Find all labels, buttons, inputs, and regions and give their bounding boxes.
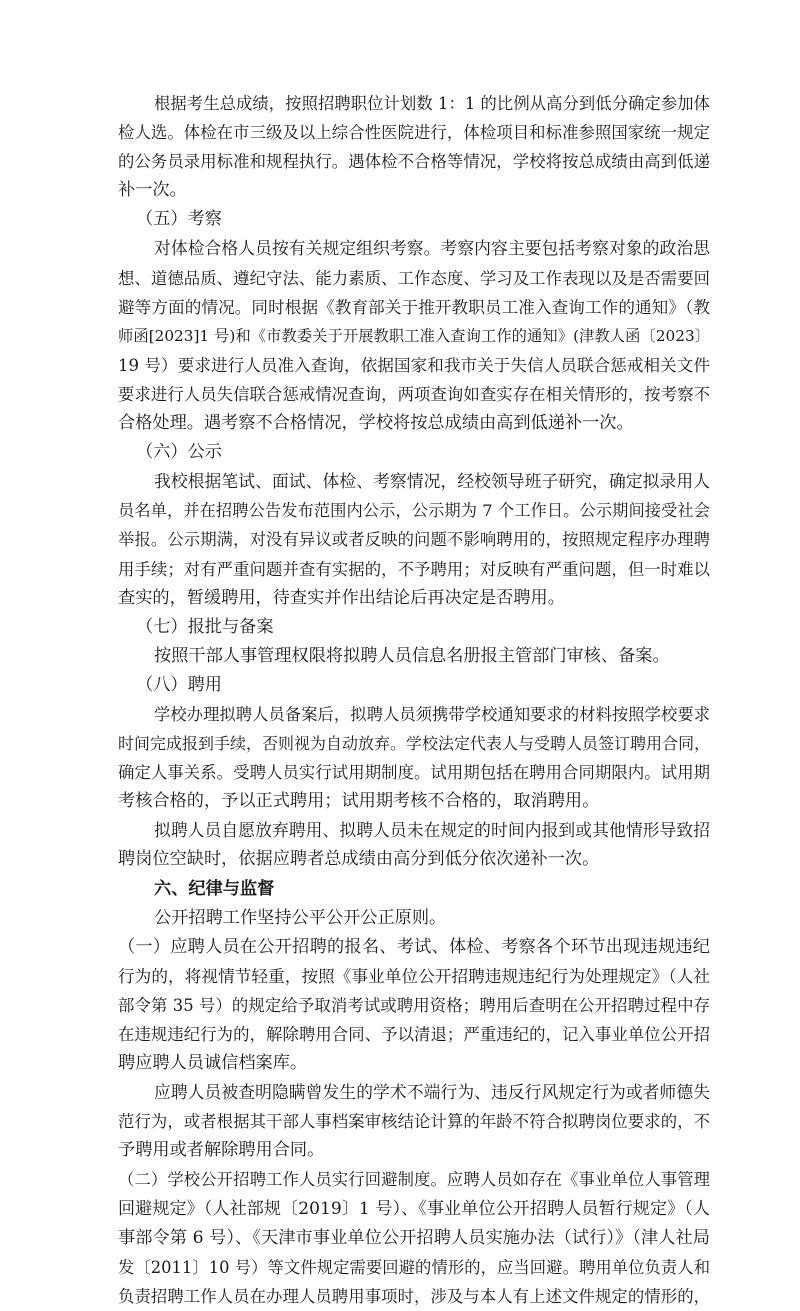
paragraph-line: 部令第 35 号）的规定给予取消考试或聘用资格；聘用后查明在公开招聘过程中存 bbox=[118, 995, 710, 1015]
section-heading: （五）考察 bbox=[136, 209, 222, 230]
paragraph-line: 予聘用或者解除聘用合同。 bbox=[118, 1140, 325, 1161]
paragraph-line: 考核合格的，予以正式聘用；试用期考核不合格的，取消聘用。 bbox=[118, 791, 600, 812]
paragraph-line: 范行为，或者根据其干部人事档案审核结论计算的年龄不符合拟聘岗位要求的，不 bbox=[118, 1112, 710, 1132]
paragraph-line: 负责招聘工作人员在办理人员聘用事项时，涉及与本人有上述文件规定的情形的， bbox=[118, 1286, 710, 1306]
paragraph-line: 我校根据笔试、面试、体检、考察情况，经校领导班子研究，确定拟录用人 bbox=[154, 471, 710, 492]
paragraph-line: 回避规定》（人社部规〔2019〕1 号）、《事业单位公开招聘人员暂行规定》（人 bbox=[118, 1198, 710, 1219]
paragraph-line: 按照干部人事管理权限将拟聘人员信息名册报主管部门审核、备案。 bbox=[154, 645, 670, 666]
paragraph-line: 的公务员录用标准和规程执行。遇体检不合格等情况，学校将按总成绩由高到低递 bbox=[118, 152, 710, 172]
paragraph-line: 查实的，暂缓聘用，待查实并作出结论后再决定是否聘用。 bbox=[118, 587, 565, 608]
paragraph-line: 合格处理。遇考察不合格情况，学校将按总成绩由高到低递补一次。 bbox=[118, 413, 634, 434]
paragraph-line: 发〔2011〕10 号）等文件规定需要回避的情形的，应当回避。聘用单位负责人和 bbox=[118, 1257, 710, 1277]
paragraph-line: 师函[2023]1 号)和《市教委关于开展教职工准入查询工作的通知》(津教人函〔2023〕 bbox=[118, 326, 710, 345]
paragraph-line: 聘应聘人员诚信档案库。 bbox=[118, 1053, 308, 1074]
paragraph-line: 聘岗位空缺时，依据应聘者总成绩由高分到低分依次递补一次。 bbox=[118, 849, 600, 870]
section-heading: （六）公示 bbox=[136, 442, 222, 463]
paragraph-line: 学校办理拟聘人员备案后，拟聘人员须携带学校通知要求的材料按照学校要求 bbox=[154, 704, 710, 724]
paragraph-line: 用手续；对有严重问题并查有实据的，不予聘用；对反映有严重问题，但一时难以 bbox=[118, 559, 710, 579]
paragraph-line: 应聘人员被查明隐瞒曾发生的学术不端行为、违反行风规定行为或者师德失 bbox=[154, 1082, 710, 1103]
paragraph-line: （一）应聘人员在公开招聘的报名、考试、体检、考察各个环节出现违规违纪 bbox=[118, 936, 710, 957]
paragraph-line: 在违规违纪行为的，解除聘用合同、予以清退；严重违纪的，记入事业单位公开招 bbox=[118, 1025, 710, 1044]
paragraph-line: 举报。公示期满，对没有异议或者反映的问题不影响聘用的，按照规定程序办理聘 bbox=[118, 530, 710, 550]
paragraph-line: 事部令第 6 号）、《天津市事业单位公开招聘人员实施办法（试行）》（津人社局 bbox=[118, 1227, 710, 1248]
paragraph-line: 行为的，将视情节轻重，按照《事业单位公开招聘违规违纪行为处理规定》（人社 bbox=[118, 966, 710, 986]
section-heading: （八）聘用 bbox=[136, 674, 222, 695]
paragraph-line: 时间完成报到手续，否则视为自动放弃。学校法定代表人与受聘人员签订聘用合同， bbox=[118, 734, 710, 754]
paragraph-line: 想、道德品质、遵纪守法、能力素质、工作态度、学习及工作表现以及是否需要回 bbox=[118, 268, 710, 288]
paragraph-line: 检人选。体检在市三级及以上综合性医院进行，体检项目和标准参照国家统一规定 bbox=[118, 123, 710, 143]
paragraph-line: 根据考生总成绩，按照招聘职位计划数 1：1 的比例从高分到低分确定参加体 bbox=[154, 94, 710, 113]
paragraph-line: 确定人事关系。受聘人员实行试用期制度。试用期包括在聘用合同期限内。试用期 bbox=[118, 763, 710, 783]
paragraph-line: 对体检合格人员按有关规定组织考察。考察内容主要包括考察对象的政治思 bbox=[154, 238, 710, 259]
paragraph-line: 拟聘人员自愿放弃聘用、拟聘人员未在规定的时间内报到或其他情形导致招 bbox=[154, 820, 710, 841]
paragraph-line: 员名单，并在招聘公告发布范围内公示，公示期为 7 个工作日。公示期间接受社会 bbox=[118, 501, 710, 521]
paragraph-line: 避等方面的情况。同时根据《教育部关于推开教职员工准入查询工作的通知》（教 bbox=[118, 297, 710, 317]
document-body bbox=[118, 89, 710, 1311]
paragraph-line: 补一次。 bbox=[118, 180, 187, 201]
paragraph-line: 公开招聘工作坚持公平公开公正原则。 bbox=[154, 907, 447, 928]
chapter-heading: 六、纪律与监督 bbox=[154, 878, 275, 899]
paragraph-line: 19 号）要求进行人员准入查询，依据国家和我市关于失信人员联合惩戒相关文件 bbox=[118, 355, 710, 375]
paragraph-line: （二）学校公开招聘工作人员实行回避制度。应聘人员如存在《事业单位人事管理 bbox=[118, 1170, 710, 1190]
paragraph-line: 要求进行人员失信联合惩戒情况查询，两项查询如查实存在相关情形的，按考察不 bbox=[118, 384, 710, 404]
section-heading: （七）报批与备案 bbox=[136, 616, 274, 637]
